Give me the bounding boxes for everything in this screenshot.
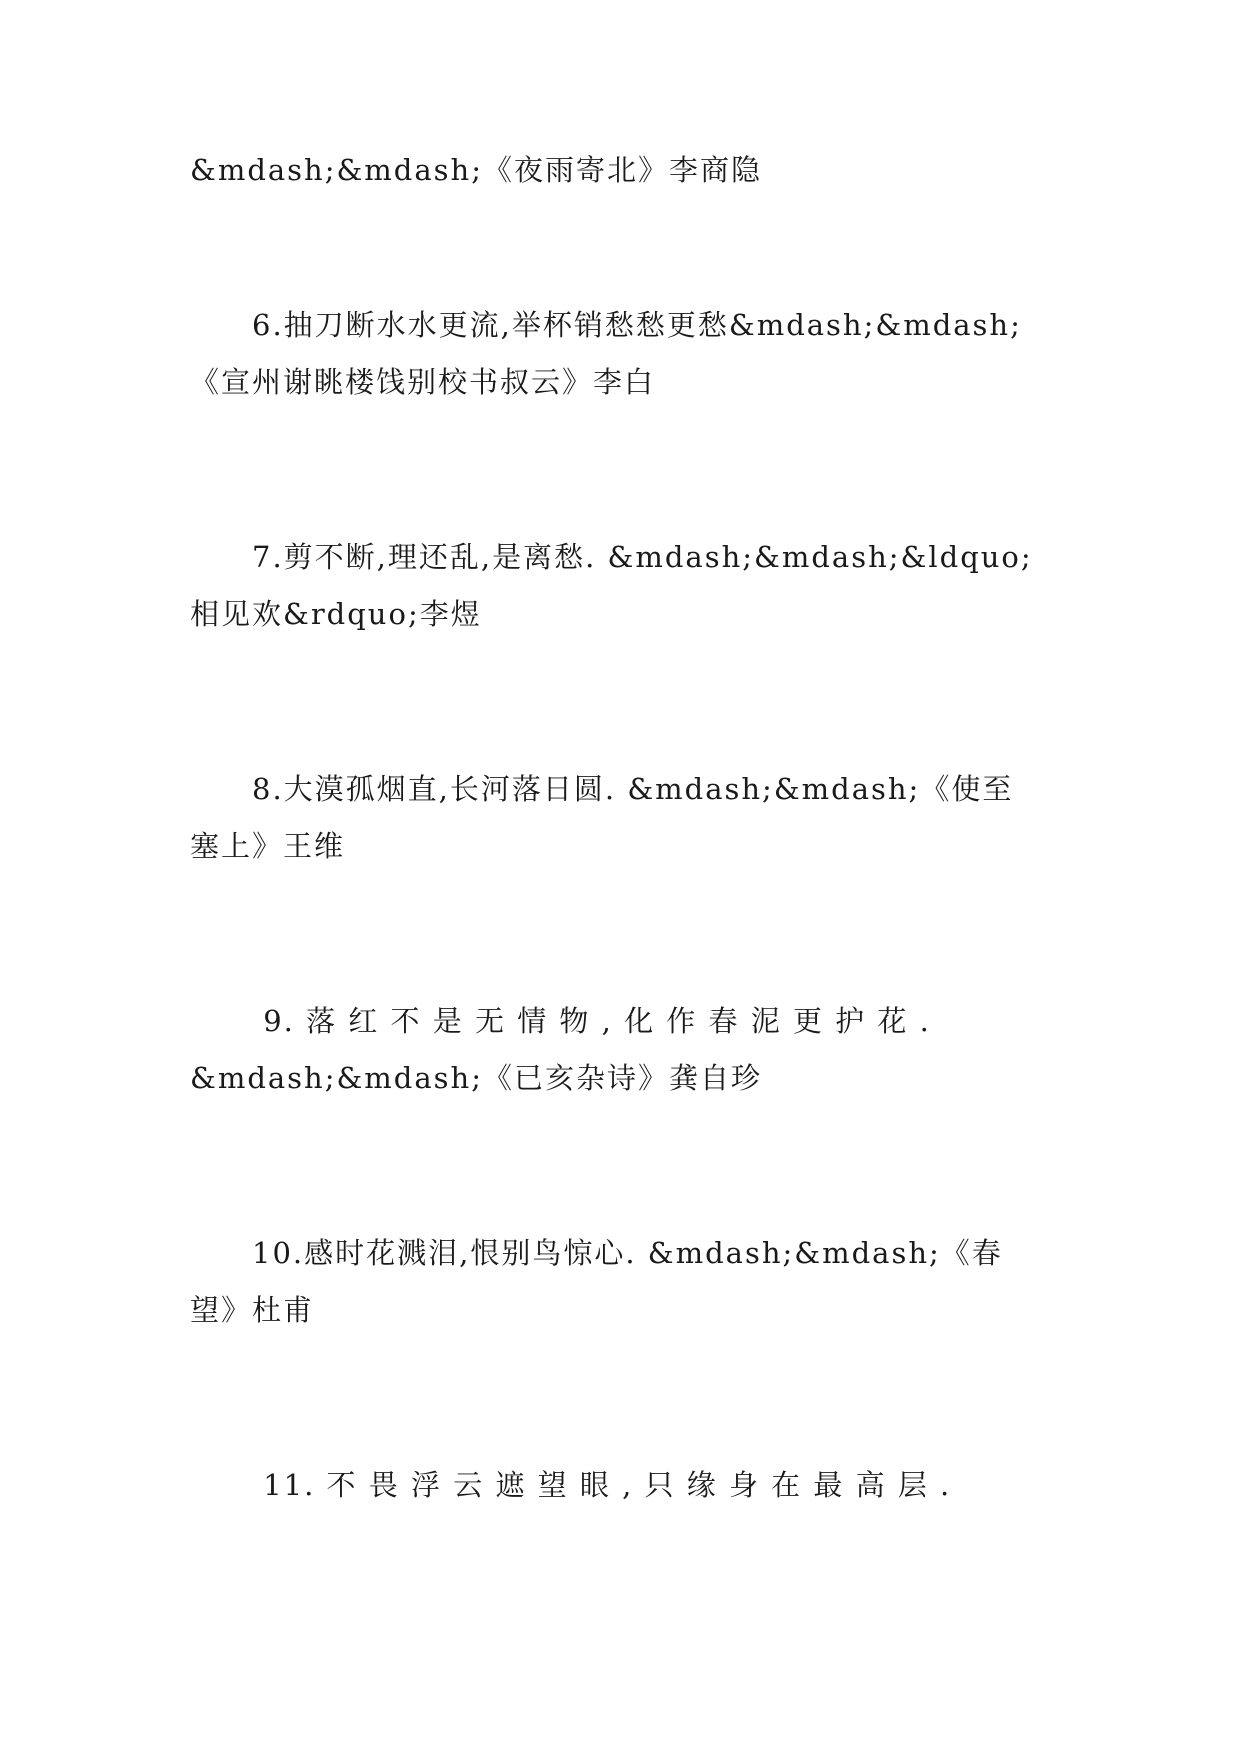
paragraph-2 bbox=[190, 297, 1050, 411]
paragraph-1 bbox=[190, 142, 1050, 199]
paragraph-4 bbox=[190, 761, 1050, 875]
text-line: &mdash;&mdash;《已亥杂诗》龚自珍 bbox=[190, 1061, 762, 1095]
text-line: 6.抽刀断水水更流,举杯销愁愁更愁&mdash;&mdash; bbox=[190, 308, 1022, 342]
text-line: 8.大漠孤烟直,长河落日圆. &mdash;&mdash;《使至 bbox=[190, 772, 1014, 806]
text-line: 7.剪不断,理还乱,是离愁. &mdash;&mdash;&ldquo; bbox=[190, 540, 1033, 574]
text-line: 9. 落 红 不 是 无 情 物 , 化 作 春 泥 更 护 花 . bbox=[190, 1004, 931, 1038]
text-line: 11. 不 畏 浮 云 遮 望 眼 , 只 缘 身 在 最 高 层 . bbox=[190, 1468, 952, 1502]
paragraph-7 bbox=[190, 1457, 1050, 1514]
text-line: &mdash;&mdash;《夜雨寄北》李商隐 bbox=[190, 153, 762, 187]
paragraph-3 bbox=[190, 529, 1050, 643]
text-line: 相见欢&rdquo;李煜 bbox=[190, 597, 482, 631]
text-line: 《宣州谢眺楼饯别校书叔云》李白 bbox=[190, 365, 656, 399]
text-line: 塞上》王维 bbox=[190, 829, 346, 863]
paragraph-5 bbox=[190, 993, 1050, 1107]
text-line: 望》杜甫 bbox=[190, 1293, 315, 1327]
paragraph-6 bbox=[190, 1225, 1050, 1339]
text-line: 10.感时花溅泪,恨别鸟惊心. &mdash;&mdash;《春 bbox=[190, 1236, 1003, 1270]
